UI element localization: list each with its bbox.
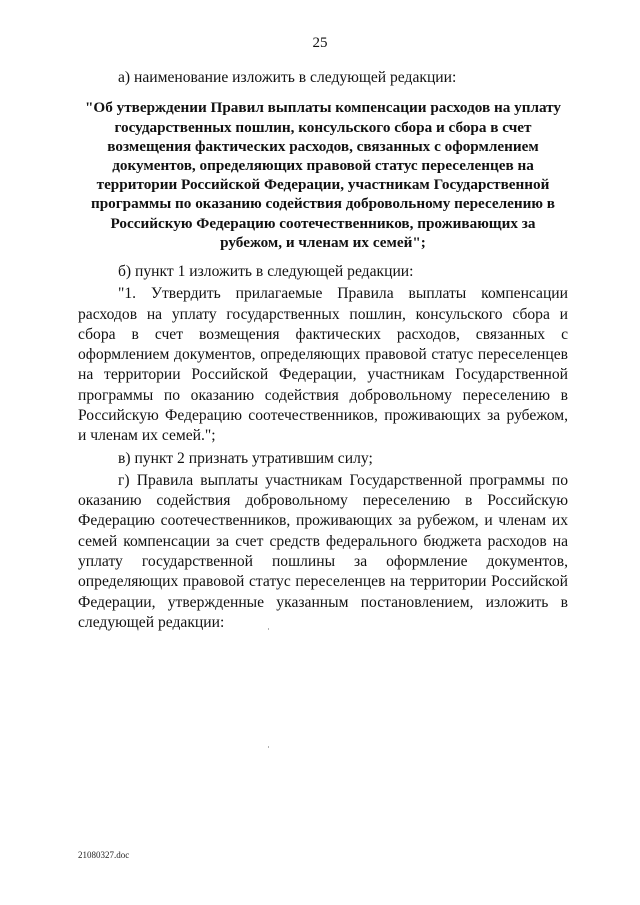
item-v-text: в) пункт 2 признать утратившим силу; (118, 449, 373, 467)
document-body (78, 68, 568, 633)
page-number: 25 (312, 35, 328, 51)
resolution-title-quote: "Об утверждении Правил выплаты компенсации расходов на уплату государственных пошлин, консульского сбора и сбора в счет возмещения фактических расходов, связанных с оформлением документов, определяющих правовой статус переселенцев на территории Российской Федерации, участникам Государственной программы по оказанию содействия добровольному переселению в Российскую Федерацию соотечественников, проживающих за рубежом, и членам их семей"; (84, 99, 562, 251)
scan-speck (268, 746, 269, 748)
footer-filename: 21080327.doc (78, 850, 130, 860)
item-b-intro: б) пункт 1 изложить в следующей редакции: (118, 262, 414, 280)
item-a-intro: а) наименование изложить в следующей редакции: (118, 69, 457, 86)
scan-speck (268, 628, 269, 630)
item-g-text: г) Правила выплаты участникам Государственной программы по оказанию содействия добровольному переселению в Российскую Федерацию соотечественников, проживающих за рубежом, и членам их семей компенсации за счет средств федерального бюджета расходов на уплату государственной пошлины за оформление документов, определяющих правовой статус переселенцев на территории Российской Федерации, утвержденные указанным постановлением, изложить в следующей редакции: (78, 471, 568, 631)
item-b-text: "1. Утвердить прилагаемые Правила выплаты компенсации расходов на уплату государственных пошлин, консульского сбора и сбора в счет возмещения фактических расходов, связанных с оформлением документов, определяющих правовой статус переселенцев на территории Российской Федерации, участникам Государственной программы по оказанию содействия добровольному переселению в Российскую Федерацию соотечественников, проживающих за рубежом, и членам их семей."; (78, 285, 568, 445)
